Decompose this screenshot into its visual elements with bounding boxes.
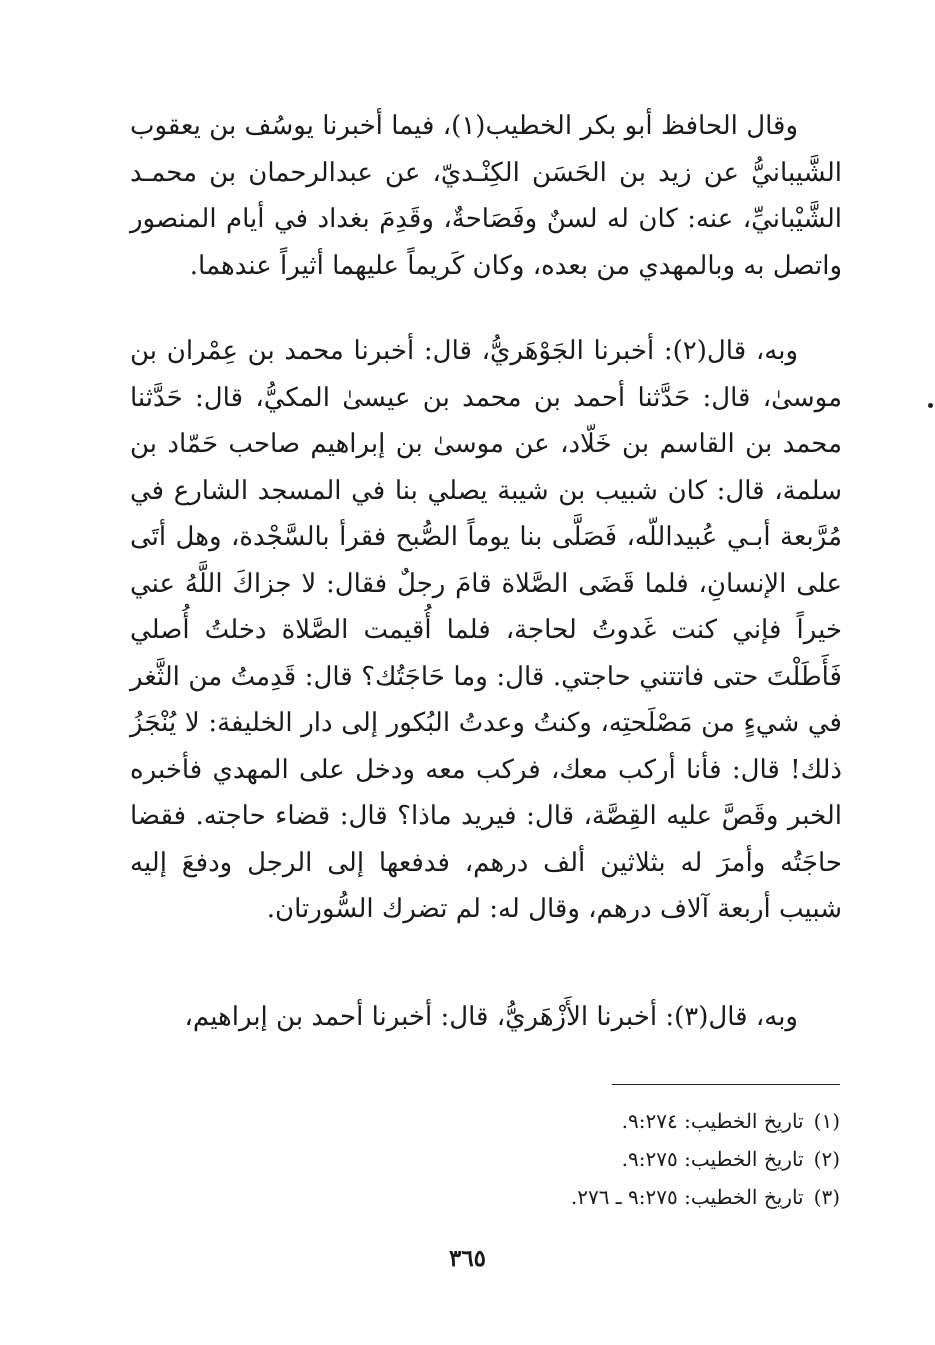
- paragraph-1: وقال الحافظ أبو بكر الخطيب(١)، فيما أخبرنا يوسُف بن يعقوب الشَّيبانيُّ عن زيد بن الحَسَن الكِنْـديّ، عن عبدالرحمان بن محمـد الشَّيْبانيِّ، عنه: كان له لسنٌ وفَصَاحةٌ، وقَدِمَ بغداد في أيام المنصور واتصل به وبالمهدي من بعده، وكان كَريماً عليهما أثيراً عندهما.: [130, 111, 842, 281]
- margin-mark: [928, 403, 933, 408]
- footnote-divider: [612, 1084, 840, 1085]
- paragraph-3-block: [130, 994, 842, 1041]
- footnote-3-text: تاريخ الخطيب: ٩:٢٧٥ ـ ٢٧٦.: [570, 1185, 804, 1209]
- footnote-3: [400, 1178, 840, 1216]
- paragraph-2-block: [130, 328, 842, 933]
- footnote-1-text: تاريخ الخطيب: ٩:٢٧٤.: [621, 1109, 804, 1133]
- footnote-1: [400, 1102, 840, 1140]
- paragraph-1-block: [130, 103, 842, 289]
- page-number: ٣٦٥: [448, 1245, 487, 1272]
- footnotes: [400, 1102, 840, 1216]
- footnote-2-number: (٢): [813, 1147, 840, 1171]
- footnote-1-number: (١): [813, 1109, 840, 1133]
- footnote-2-text: تاريخ الخطيب: ٩:٢٧٥.: [621, 1147, 804, 1171]
- paragraph-2: وبه، قال(٢): أخبرنا الجَوْهَريُّ، قال: أخبرنا محمد بن عِمْران بن موسىٰ، قال: حَدَّثنا أحمد بن محمد بن عيسىٰ المكيُّ، قال: حَدَّثنا محمد بن القاسم بن خَلّاد، عن موسىٰ بن إبراهيم صاحب حَمّاد بن سلمة، قال: كان شبيب بن شيبة يصلي بنا في المسجد الشارع في مُرَّبعة أبـي عُبيداللّه، فَصَلَّى بنا يوماً الصُّبح فقرأ بالسَّجْدة، وهل أتَى على الإنسانِ، فلما قَضَى الصَّلاة قامَ رجلٌ فقال: لا جزاكَ اللَّهُ عني خيراً فإني كنت غَدوتُ لحاجة، فلما أُقيمت الصَّلاة دخلتُ أُصلي فَأَطَلْتَ حتى فاتتني حاجتي. قال: وما حَاجَتُك؟ قال: قَدِمتُ من الثَّغر في شيءٍ من مَصْلَحتِه، وكنتُ وعدتُ البُكور إلى دار الخليفة: لا يُنْجَزُ ذلك! قال: فأنا أركب معك، فركب معه ودخل على المهدي فأخبره الخبر وقَصَّ عليه القِصَّة، قال: فيريد ماذا؟ قال: قضاء حاجته. فقضا حاجَتُه وأمرَ له بثلاثين ألف درهم، فدفعها إلى الرجل ودفعَ إليه شبيب أربعة آلاف درهم، وقال له: لم تضرك السُّورتان.: [130, 336, 842, 924]
- paragraph-3: وبه، قال(٣): أخبرنا الأَزْهَريُّ، قال: أخبرنا أحمد بن إبراهيم،: [184, 1002, 798, 1032]
- footnote-2: [400, 1140, 840, 1178]
- footnote-3-number: (٣): [813, 1185, 840, 1209]
